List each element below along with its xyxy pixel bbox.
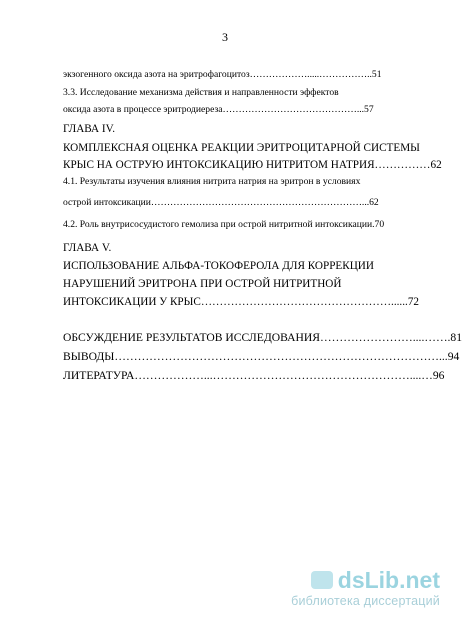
toc-line: 4.2. Роль внутрисосудистого гемолиза при острой нитритной интоксикации.70: [63, 219, 385, 230]
page-number: 3: [222, 30, 228, 44]
toc-line: ЛИТЕРАТУРА………………...……………………………………………....…96: [63, 369, 445, 382]
toc-line: КОМПЛЕКСНАЯ ОЦЕНКА РЕАКЦИИ ЭРИТРОЦИТАРНОЙ СИСТЕМЫ: [63, 142, 420, 154]
library-logo-icon: [311, 571, 333, 589]
toc-line: ИСПОЛЬЗОВАНИЕ АЛЬФА-ТОКОФЕРОЛА ДЛЯ КОРРЕКЦИИ: [63, 260, 374, 272]
toc-chapter-heading: ГЛАВА IV.: [63, 123, 116, 135]
toc-line: экзогенного оксида азота на эритрофагоцитоз……………….....……………..51: [63, 69, 382, 80]
toc-line: 4.1. Результаты изучения влияния нитрита натрия на эритрон в условиях: [63, 176, 361, 187]
watermark-logo: [291, 568, 440, 592]
toc-line: ОБСУЖДЕНИЕ РЕЗУЛЬТАТОВ ИССЛЕДОВАНИЯ……………………....…….81: [63, 331, 462, 344]
toc-line: оксида азота в процессе эритродиереза……………………………………...57: [63, 104, 374, 115]
watermark-logo-text: dsLib.net: [337, 567, 440, 593]
watermark: [291, 568, 440, 608]
toc-line: острой интоксикации…………………………………………………………...62: [63, 197, 379, 208]
toc-line: НАРУШЕНИЙ ЭРИТРОНА ПРИ ОСТРОЙ НИТРИТНОЙ: [63, 278, 342, 290]
toc-line: ИНТОКСИКАЦИИ У КРЫС……………………………………………......72: [63, 296, 420, 308]
toc-line: ВЫВОДЫ…………………………………………………………………………...94: [63, 350, 460, 363]
toc-line: КРЫС НА ОСТРУЮ ИНТОКСИКАЦИЮ НИТРИТОМ НАТРИЯ……………62: [63, 159, 442, 171]
toc-line: 3.3. Исследование механизма действия и направленности эффектов: [63, 87, 339, 98]
watermark-tagline: библиотека диссертаций: [291, 594, 440, 608]
toc-chapter-heading: ГЛАВА V.: [63, 242, 112, 254]
